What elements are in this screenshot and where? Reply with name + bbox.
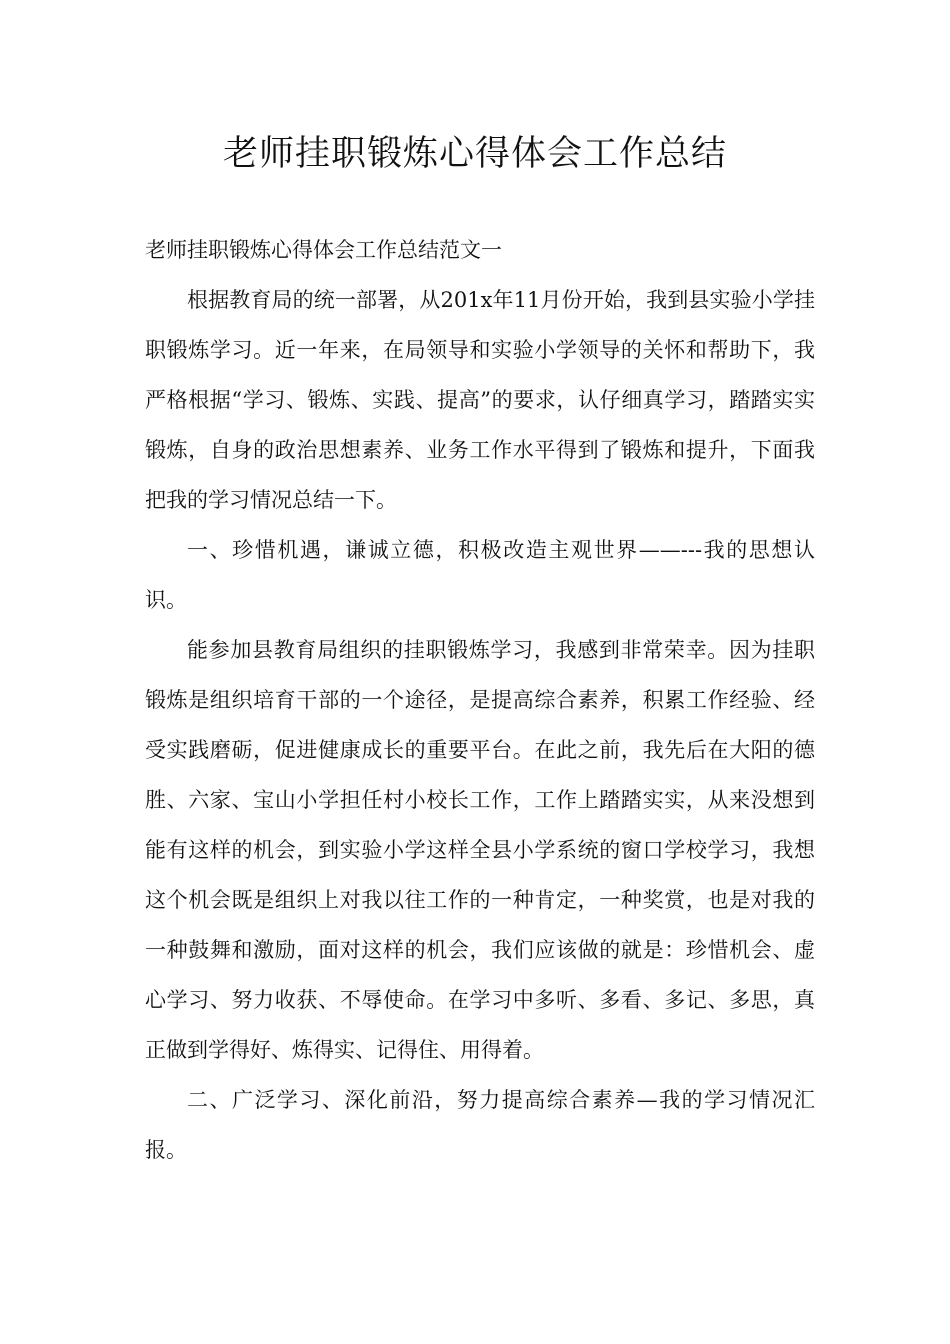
paragraph-section-1: 能参加县教育局组织的挂职锻炼学习，我感到非常荣幸。因为挂职锻炼是组织培育干部的一个途径，是提高综合素养，积累工作经验、经受实践磨砺，促进健康成长的重要平台。在此之前，我先后在大阳的德胜、六家、宝山小学担任村小校长工作，工作上踏踏实实，从来没想到能有这样的机会，到实验小学这样全县小学系统的窗口学校学习，我想这个机会既是组织上对我以往工作的一种肯定，一种奖赏，也是对我的一种鼓舞和激励，面对这样的机会，我们应该做的就是：珍惜机会、虚心学习、努力收获、不辱使命。在学习中多听、多看、多记、多思，真正做到学得好、炼得实、记得住、用得着。 bbox=[145, 638, 815, 1062]
section-heading-2: 二、广泛学习、深化前沿，努力提高综合素养—我的学习情况汇报。 bbox=[145, 1088, 815, 1162]
document-body bbox=[145, 225, 815, 1175]
section-heading-1: 一、珍惜机遇，谦诚立德，积极改造主观世界——---我的思想认识。 bbox=[145, 538, 815, 612]
paragraph-intro: 根据教育局的统一部署，从201x年11月份开始，我到县实验小学挂职锻炼学习。近一年来，在局领导和实验小学领导的关怀和帮助下，我严格根据“学习、锻炼、实践、提高”的要求，认仔细真学习，踏踏实实锻炼，自身的政治思想素养、业务工作水平得到了锻炼和提升，下面我把我的学习情况总结一下。 bbox=[145, 288, 815, 512]
document-subtitle: 老师挂职锻炼心得体会工作总结范文一 bbox=[145, 238, 502, 262]
document-title: 老师挂职锻炼心得体会工作总结 bbox=[222, 134, 727, 174]
